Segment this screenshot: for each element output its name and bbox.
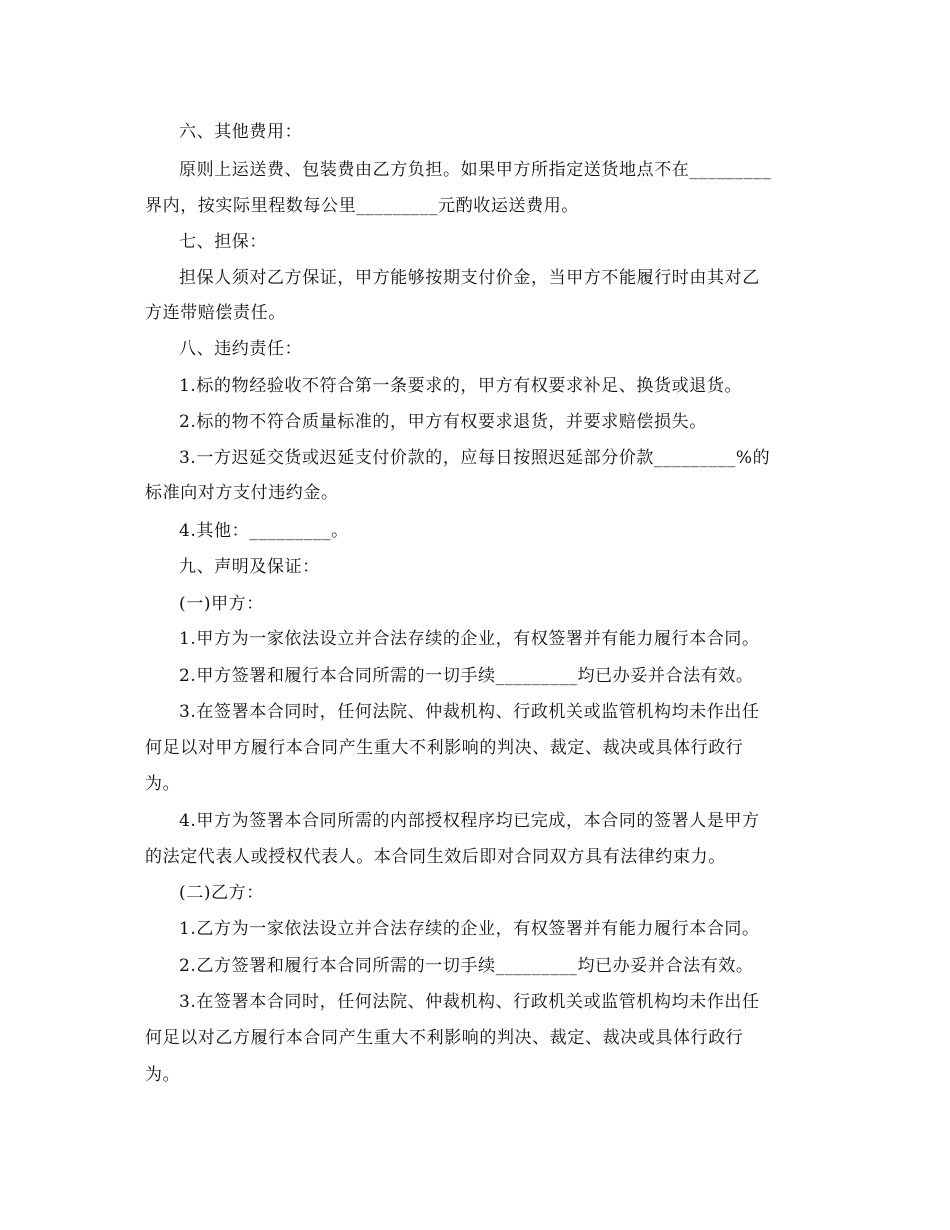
list-item: 2.标的物不符合质量标准的，甲方有权要求退货，并要求赔偿损失。 [179, 412, 707, 432]
subsection-heading-party-b: (二)乙方： [179, 883, 264, 903]
list-item: 2.乙方签署和履行本合同所需的一切手续_________均已办妥并合法有效。 [179, 956, 754, 976]
list-item: 3.在签署本合同时，任何法院、仲裁机构、行政机关或监管机构均未作出任 [179, 702, 760, 722]
paragraph-line: 何足以对乙方履行本合同产生重大不利影响的判决、裁定、裁决或具体行政行 [145, 1028, 744, 1048]
paragraph-line: 为。 [145, 774, 181, 794]
list-item: 2.甲方签署和履行本合同所需的一切手续_________均已办妥并合法有效。 [179, 666, 754, 686]
list-item: 4.甲方为签署本合同所需的内部授权程序均已完成，本合同的签署人是甲方 [179, 811, 760, 831]
section-heading-guarantee: 七、担保： [179, 232, 267, 252]
subsection-heading-party-a: (一)甲方： [179, 594, 264, 614]
list-item: 1.甲方为一家依法设立并合法存续的企业，有权签署并有能力履行本合同。 [179, 629, 760, 649]
section-heading-other-fees: 六、其他费用： [179, 122, 303, 142]
list-item: 1.乙方为一家依法设立并合法存续的企业，有权签署并有能力履行本合同。 [179, 919, 760, 939]
paragraph-line: 担保人须对乙方保证，甲方能够按期支付价金，当甲方不能履行时由其对乙 [179, 268, 760, 288]
section-heading-liability: 八、违约责任： [179, 339, 303, 359]
paragraph-line: 的法定代表人或授权代表人。本合同生效后即对合同双方具有法律约束力。 [145, 847, 726, 867]
list-item: 4.其他：_________。 [179, 521, 349, 541]
list-item: 3.一方迟延交货或迟延支付价款的，应每日按照迟延部分价款_________%的 [179, 448, 771, 468]
section-heading-declarations: 九、声明及保证： [179, 557, 320, 577]
paragraph-line: 标准向对方支付违约金。 [145, 483, 339, 503]
list-item: 1.标的物经验收不符合第一条要求的，甲方有权要求补足、换货或退货。 [179, 376, 743, 396]
list-item: 3.在签署本合同时，任何法院、仲裁机构、行政机关或监管机构均未作出任 [179, 992, 760, 1012]
paragraph-line: 为。 [145, 1065, 181, 1085]
paragraph-line: 方连带赔偿责任。 [145, 303, 286, 323]
paragraph-line: 原则上运送费、包装费由乙方负担。如果甲方所指定送货地点不在_________ [179, 160, 772, 180]
paragraph-line: 何足以对甲方履行本合同产生重大不利影响的判决、裁定、裁决或具体行政行 [145, 738, 744, 758]
paragraph-line: 界内，按实际里程数每公里_________元酌收运送费用。 [145, 196, 579, 216]
